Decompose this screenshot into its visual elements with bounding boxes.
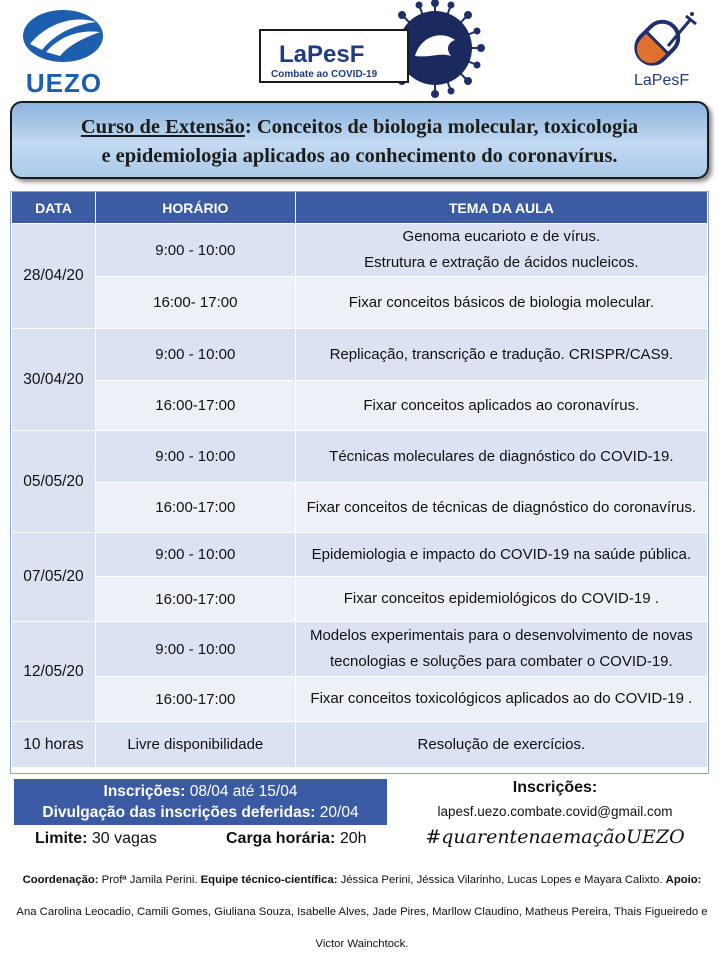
registration-email[interactable]: lapesf.uezo.combate.covid@gmail.com: [437, 804, 673, 819]
table-row: [12, 431, 708, 483]
last-topic-cell: Resolução de exercícios.: [295, 722, 707, 768]
topic-line: Fixar conceitos aplicados ao coronavírus.: [363, 396, 640, 414]
topic-line: Fixar conceitos básicos de biologia molecular.: [348, 293, 654, 311]
time-cell: 9:00 - 10:00: [95, 329, 295, 381]
time-cell: 16:00-17:00: [95, 381, 295, 431]
time-cell: 16:00-17:00: [95, 483, 295, 533]
time-cell: 9:00 - 10:00: [95, 431, 295, 483]
lapesf-right-wordmark: LaPesF: [634, 72, 690, 89]
header-time: HORÁRIO: [95, 192, 295, 224]
registration-period: Inscrições: 08/04 até 15/04: [103, 783, 298, 800]
lapesf-title: LaPesF: [279, 41, 365, 68]
lapesf-covid-logo: [255, 0, 515, 98]
topic-line: Genoma eucarioto e de vírus.: [402, 228, 601, 245]
lapesf-subtitle: Combate ao COVID-19: [271, 69, 378, 80]
table-row: [12, 677, 708, 722]
last-date-cell: 10 horas: [12, 722, 96, 768]
time-cell: 16:00- 17:00: [95, 277, 295, 329]
course-title-banner: [10, 101, 709, 179]
table-row: [12, 381, 708, 431]
title-line-1-text: : Conceitos de biologia molecular, toxicologia: [244, 116, 639, 138]
vacancy-limit: Limite: 30 vagas: [35, 830, 157, 847]
table-header-row: [12, 192, 708, 224]
topic-cell: [295, 533, 707, 577]
topic-cell: [295, 483, 707, 533]
time-cell: 9:00 - 10:00: [95, 224, 295, 277]
title-line-2: e epidemiologia aplicados ao conhecimento do coronavírus.: [101, 145, 618, 167]
team-value: Jéssica Perini, Jéssica Vilarinho, Lucas Lopes e Mayara Calixto.: [340, 874, 663, 886]
lapesf-banner: [259, 29, 409, 83]
table-row: [12, 277, 708, 329]
date-cell: 12/05/20: [12, 622, 96, 722]
course-type-label: Curso de Extensão: [80, 116, 245, 138]
time-cell: 16:00-17:00: [95, 577, 295, 622]
topic-line: Epidemiologia e impacto do COVID-19 na saúde pública.: [311, 545, 692, 563]
topic-cell: [295, 329, 707, 381]
table-row: [12, 483, 708, 533]
table-row: [12, 722, 708, 768]
topic-cell: [295, 677, 707, 722]
topic-line: Replicação, transcrição e tradução. CRISPR/CAS9.: [329, 345, 674, 363]
uezo-swoosh-icon: [20, 8, 106, 64]
pill-pipette-icon: [628, 10, 702, 72]
support-label: Apoio:: [665, 874, 702, 886]
support-value: Ana Carolina Leocadio, Camili Gomes, Giuliana Souza, Isabelle Alves, Jade Pires, Marllow Claudino, Matheus Pereira, Thais Figueiredo e Victor Wainchtock.: [16, 906, 708, 950]
uezo-logo: [20, 8, 108, 98]
time-cell: 9:00 - 10:00: [95, 622, 295, 677]
topic-cell: [295, 622, 707, 677]
date-cell: 05/05/20: [12, 431, 96, 533]
uezo-wordmark: UEZO: [25, 68, 103, 98]
lapesf-lab-logo: [628, 10, 702, 92]
topic-line: Fixar conceitos toxicológicos aplicados ao do COVID-19 .: [310, 690, 693, 707]
campaign-hashtag: #quarentenaemaçãoUEZO: [425, 826, 685, 848]
table-row: [12, 224, 708, 277]
topic-cell: [295, 577, 707, 622]
topic-cell: [295, 224, 707, 277]
header-date: DATA: [12, 192, 96, 224]
topic-cell: [295, 431, 707, 483]
date-cell: 07/05/20: [12, 533, 96, 622]
registration-contact: [400, 779, 710, 848]
coord-value: Profª Jamila Perini.: [101, 874, 198, 886]
results-announcement: Divulgação das inscrições deferidas: 20/04: [42, 804, 359, 821]
topic-line: Técnicas moleculares de diagnóstico do COVID-19.: [329, 447, 674, 465]
date-cell: 28/04/20: [12, 224, 96, 329]
coord-label: Coordenação:: [22, 874, 99, 886]
last-time-cell: Livre disponibilidade: [95, 722, 295, 768]
topic-line: Modelos experimentais para o desenvolvimento de novas: [309, 627, 693, 644]
topic-line: Estrutura e extração de ácidos nucleicos.: [364, 254, 639, 271]
topic-line: Fixar conceitos epidemiológicos do COVID-19 .: [343, 590, 659, 607]
table-row: [12, 577, 708, 622]
topic-cell: [295, 277, 707, 329]
schedule-table: [11, 191, 708, 768]
team-label: Equipe técnico-científica:: [200, 874, 338, 886]
time-cell: 16:00-17:00: [95, 677, 295, 722]
table-row: [12, 329, 708, 381]
workload: Carga horária: 20h: [226, 830, 367, 847]
table-row: [12, 622, 708, 677]
table-row: [12, 533, 708, 577]
title-line-1: [12, 113, 707, 142]
date-cell: 30/04/20: [12, 329, 96, 431]
registration-heading: Inscrições:: [512, 779, 598, 796]
time-cell: 9:00 - 10:00: [95, 533, 295, 577]
topic-line: Fixar conceitos de técnicas de diagnóstico do coronavírus.: [306, 498, 697, 516]
header-topic: TEMA DA AULA: [295, 192, 707, 224]
topic-cell: [295, 381, 707, 431]
credits: [14, 864, 710, 960]
registration-dates-box: [14, 779, 387, 825]
topic-line: tecnologias e soluções para combater o COVID-19.: [330, 653, 673, 670]
